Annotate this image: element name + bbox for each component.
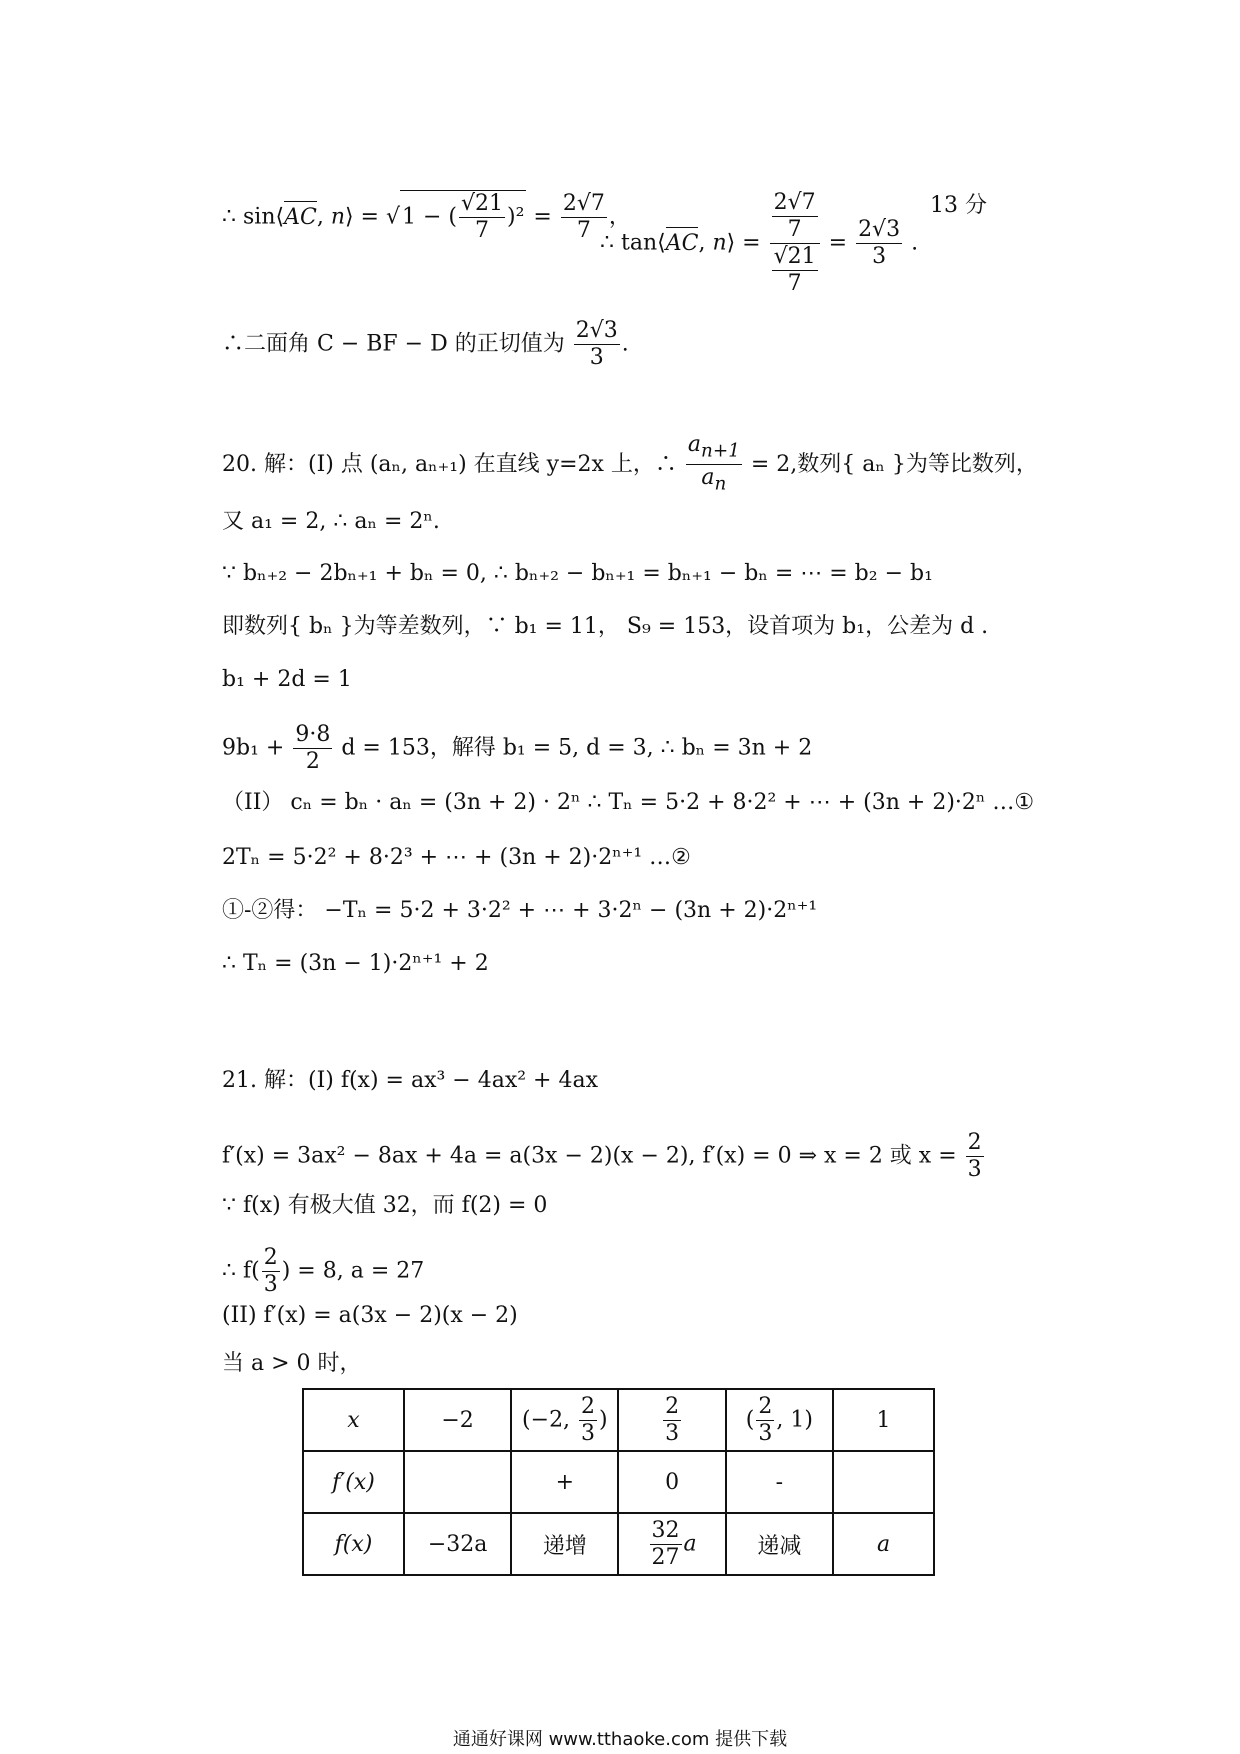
sin-expression: ∴ sin⟨AC, n⟩ = √1 − ( $\frac{√21}{7}$ )² = $\frac{2√7}{7}$ ，: [222, 191, 631, 243]
table-cell: $\frac{32}{27}$ a: [618, 1513, 725, 1575]
table-row: [303, 1389, 934, 1451]
q20-l6a: 9b₁ +: [222, 735, 285, 761]
table-cell: 1: [833, 1389, 934, 1451]
table-row: [303, 1513, 934, 1575]
footer-watermark: 通通好课网 www.tthaoke.com 提供下载: [452, 1729, 788, 1750]
q20-line10: ∴ Tₙ = (3n − 1)·2ⁿ⁺¹ + 2: [222, 951, 489, 976]
q20-line4: 即数列{ bₙ }为等差数列，∵ b₁ = 11， S₉ = 153，设首项为 b₁，公差为 d .: [222, 614, 989, 639]
table-cell: [404, 1451, 511, 1513]
q20-line8: 2Tₙ = 5·2² + 8·2³ + ⋯ + (3n + 2)·2ⁿ⁺¹ …②: [222, 845, 691, 870]
table-row: [303, 1451, 934, 1513]
q20-line7: （II） cₙ = bₙ · aₙ = (3n + 2) · 2ⁿ ∴ Tₙ = 5·2 + 8·2² + ⋯ + (3n + 2)·2ⁿ …①: [222, 790, 1035, 815]
table-cell: +: [511, 1451, 618, 1513]
table-cell: [833, 1451, 934, 1513]
table-cell: $\frac{2}{3}$: [618, 1389, 725, 1451]
dihedral-text: ∴二面角 C − BF − D 的正切值为: [222, 331, 565, 357]
table-cell: 0: [618, 1451, 725, 1513]
q20-l6b: d = 153，解得 b₁ = 5, d = 3, ∴ bₙ = 3n + 2: [341, 735, 813, 761]
q21-line5: (II) f′(x) = a(3x − 2)(x − 2): [222, 1303, 518, 1328]
q20-line6: 9b₁ + $\frac{9\cdot 8}{2}$ d = 153，解得 b₁ = 5, d = 3, ∴ bₙ = 3n + 2: [222, 722, 813, 774]
table-cell: −32a: [404, 1513, 511, 1575]
q21-l4a: ∴ f(: [222, 1258, 260, 1284]
q21-line1: 21. 解：(I) f(x) = ax³ − 4ax² + 4ax: [222, 1068, 599, 1093]
q20-line9: ①-②得： −Tₙ = 5·2 + 3·2² + ⋯ + 3·2ⁿ − (3n + 2)·2ⁿ⁺¹: [222, 898, 818, 923]
table-cell: a: [833, 1513, 934, 1575]
tan-expression: ∴ tan⟨AC, n⟩ = $\frac{\frac{2√7}{7}}{\frac{√21}{7}}$ = $\frac{2√3}{3}$ .: [600, 190, 919, 296]
table-cell: 递增: [511, 1513, 618, 1575]
table-cell: -: [726, 1451, 833, 1513]
table-cell: ( $\frac{2}{3}$ , 1): [726, 1389, 833, 1451]
table-cell: f(x): [303, 1513, 404, 1575]
q20-line1: 20. 解：(I) 点 (aₙ, aₙ₊₁) 在直线 y=2x 上，∴ $\frac{a_{n+1}}{a_n}$ = 2,数列{ aₙ }为等比数列，: [222, 432, 1038, 495]
q20-line3: ∵ bₙ₊₂ − 2bₙ₊₁ + bₙ = 0, ∴ bₙ₊₂ − bₙ₊₁ = bₙ₊₁ − bₙ = ⋯ = b₂ − b₁: [222, 561, 933, 586]
score-13: 13 分: [930, 193, 987, 218]
q21-line2: f′(x) = 3ax² − 8ax + 4a = a(3x − 2)(x − 2), f′(x) = 0 ⇒ x = 2 或 x = $\frac{2}{3}$: [222, 1130, 982, 1182]
q21-l4b: ) = 8, a = 27: [281, 1258, 425, 1284]
q20-tail: ,数列{ aₙ }为等比数列，: [790, 451, 1038, 477]
table-cell: −2: [404, 1389, 511, 1451]
q21-l2a: f′(x) = 3ax² − 8ax + 4a = a(3x − 2)(x − 2), f′(x) = 0 ⇒ x = 2 或 x =: [222, 1143, 957, 1169]
q21-line6: 当 a > 0 时，: [222, 1351, 362, 1376]
q20-head: 20. 解：(I) 点 (aₙ, aₙ₊₁) 在直线 y=2x 上，∴: [222, 451, 677, 477]
table-cell: 递减: [726, 1513, 833, 1575]
monotonicity-table: [302, 1388, 935, 1576]
q20-line2: 又 a₁ = 2, ∴ aₙ = 2ⁿ.: [222, 509, 440, 534]
table-cell: x: [303, 1389, 404, 1451]
table-cell: (−2, $\frac{2}{3}$ ): [511, 1389, 618, 1451]
q20-line5: b₁ + 2d = 1: [222, 667, 352, 692]
q21-line3: ∵ f(x) 有极大值 32，而 f(2) = 0: [222, 1193, 548, 1218]
q21-line4: ∴ f( $\frac{2}{3}$ ) = 8, a = 27: [222, 1245, 425, 1297]
dihedral-tangent-line: ∴二面角 C − BF − D 的正切值为 $\frac{2√3}{3}$ .: [222, 318, 629, 370]
table-cell: f′(x): [303, 1451, 404, 1513]
